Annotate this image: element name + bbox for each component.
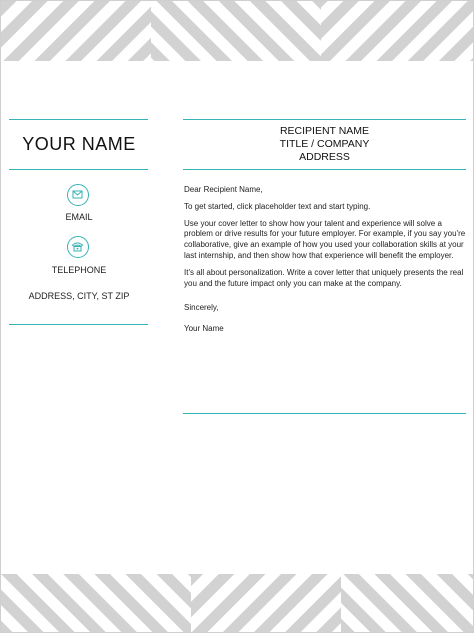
letter-body [184, 185, 466, 341]
top-decorative-stripes [1, 1, 474, 61]
recipient-title-company: TITLE / COMPANY [279, 138, 370, 150]
name-bottom-rule [9, 169, 148, 170]
letter-bottom-rule [183, 413, 466, 414]
letter-paragraph: It's all about personalization. Write a cover letter that uniquely presents the real you and the future impact only you can make at the company. [184, 267, 464, 288]
sender-address: ADDRESS, CITY, ST ZIP [28, 291, 130, 301]
recipient-bottom-rule [183, 169, 466, 170]
contact-bottom-rule [9, 324, 148, 325]
recipient-address: ADDRESS [299, 151, 350, 163]
salutation: Dear Recipient Name, [184, 185, 263, 194]
letter-paragraph: To get started, click placeholder text and start typing. [184, 201, 371, 211]
signature: Your Name [184, 324, 224, 334]
recipient-top-rule [183, 119, 466, 120]
closing: Sincerely, [184, 303, 219, 313]
email-label: EMAIL [65, 212, 93, 222]
bottom-decorative-stripes [1, 574, 474, 633]
name-top-rule [9, 119, 148, 120]
recipient-name: RECIPIENT NAME [279, 125, 370, 137]
sender-name: YOUR NAME [22, 134, 136, 154]
telephone-label: TELEPHONE [51, 265, 107, 275]
telephone-icon [67, 236, 89, 258]
letter-paragraph: Use your cover letter to show how your talent and experience will solve a problem or drive results for your future employer. For example, if you say you're collaborative, give an example of how you used your collaboration skills at your last internship, and then show how that experience will benefit the employer. [184, 218, 466, 260]
envelope-icon [67, 184, 89, 206]
